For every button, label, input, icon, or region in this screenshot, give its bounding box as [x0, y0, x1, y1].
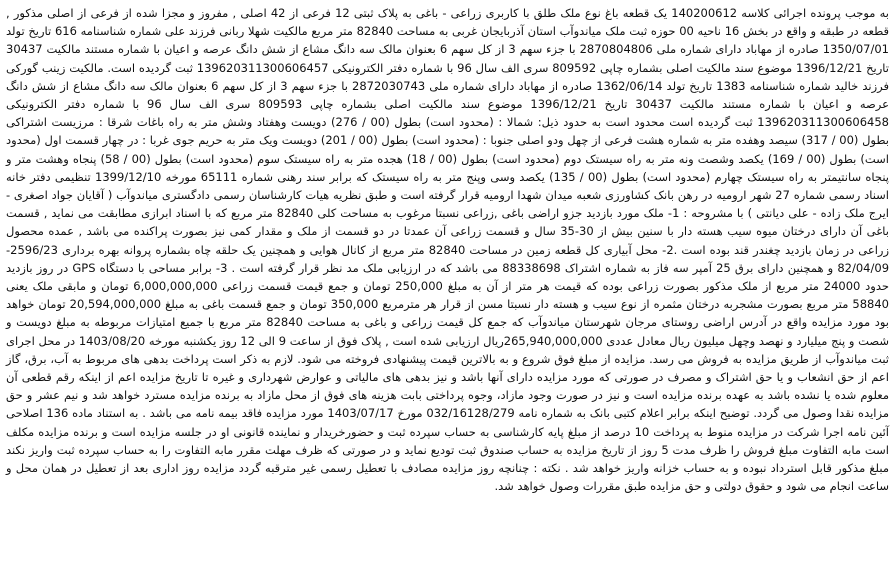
- auction-notice-body: به موجب پرونده اجرائی کلاسه 140200612 یک قطعه باغ نوع ملک طلق با کاربری زراعی - باغی به پلاک ثبتی 12 فرعی از 42 اصلی , مفروز و مجزا شده از فرعی از اصلی مذکور , قطعه در طبقه و واقع در بخش 16 ناحیه 00 حوزه ثبت ملک میاندوآب استان آذربایجان غربی به مساحت 82840 متر مربع مالکیت شهلا ربانی فرزند علی شماره شناسنامه 616 تاریخ تولد 1350/07/01 صادره از مهاباد دارای شماره ملی 2870804806 با جزء سهم 3 از کل سهم 6 بعنوان مالک سه دانگ مشاع از شش دانگ عرصه و اعیان با شماره مستند مالکیت 30437 تاریخ 1396/12/21 موضوع سند مالکیت اصلی بشماره چاپی 809592 سری الف سال 96 با شماره دفتر الکترونیکی 139620311300606457 ثبت گردیده است. مالکیت زینب گورکی فرزند خالید شماره شناسنامه 1383 تاریخ تولد 1362/06/14 صادره از مهاباد دارای شماره ملی 2872030743 با جزء سهم 3 از کل سهم 6 بعنوان مالک سه دانگ مشاع از شش دانگ عرصه و اعیان با شماره مستند مالکیت 30437 تاریخ 1396/12/21 موضوع سند مالکیت اصلی بشماره چاپی 809593 سری الف سال 96 با شماره دفتر الکترونیکی 139620311300606458 ثبت گردیده است محدود است به حدود ذیل: شمالا : (محدود است) بطول (00 / 276) دویست وهفتاد وشش متر به راه باغات شرقا : مرزیست اشتراکی بطول (00 / 317) سیصد وهفده متر به شماره هشت فرعی از چهل ودو اصلی جنوبا : (محدود است) بطول (00 / 201) دویست ویک متر به حریم جوی غربا : در چهار قسمت اول (محدود است) بطول (00 / 169) یکصد وشصت ونه متر به راه سیستک دوم (محدود است) بطول (00 / 18) هجده متر به راه سیستک سوم (محدود است) بطول (00 / 58) پنجاه وهشت متر و پنجاه سانتیمتر به راه سیستک چهارم (محدود است) بطول (00 / 135) یکصد وسی وپنج متر به راه سیستک که برابر سند رهنی شماره 65111 مورخه 1399/12/10 تنظیمی دفتر خانه اسناد رسمی شماره 27 شهر ارومیه در رهن بانک کشاورزی شعبه میدان شهدا ارومیه قرار گرفته است و طبق نظریه هیات کارشناسان رسمی دادگستری میاندوآب ( آقایان جواد اصغری - ایرج ملک زاده - علی دیانتی ) با مشروحه : 1- ملک مورد بازدید جزو اراضی باغی ,زراعی نسبتا مرغوب به مساحت کلی 82840 متر مربع که با اسناد ابرازی مطابقت می نماید , قسمت باغی آن دارای درختان میوه سیب هسته دار با سنین بیش از 30-35 سال و قسمت زراعی آن عمدتا در دو قسمت از ملک و مقدار کمی نیز بصورت پراکنده می باشد , عمده محصول زراعی در زمان بازدید چغندر قند بوده است .2- محل آبیاری کل قطعه زمین در مساحت 82840 متر مربع از کانال هوایی و همچنین یک حلقه چاه بشماره پروانه بهره برداری 2596/23-82/04/09 و همچنین دارای برق 25 آمپر سه فاز به شماره اشتراک 88338698 می باشد که در ارزیابی ملک مد نظر قرار گرفته است . 3- برابر مساحی با دستگاه GPS در روز بازدید حدود 24000 متر مربع از ملک مذکور بصورت زراعی بوده که قیمت هر متر از آن به مبلغ 250,000 تومان و جمع قیمت قسمت زراعی 6,000,000,000 تومان و مابقی ملک یعنی 58840 متر مربع بصورت مشجربه درختان مثمره از نوع سیب و هسته دار نسبتا مسن از قرار هر مترمربع 350,000 تومان و جمع قسمت باغی به مبلغ 20,594,000,000 تومان خواهد بود مورد مزایده واقع در آدرس اراضی روستای مرجان شهرستان میاندوآب که جمع کل قیمت زراعی و باغی به مساحت 82840 متر مربع با جمیع امتیازات مربوطه به مبلغ دویست و شصت و پنج میلیارد و نهصد وچهل میلیون ریال معادل عددی 265,940,000,000ریال ارزیابی شده است , پلاک فوق از ساعت 9 الی 12 روز یکشنبه مورخه 1403/08/20 در محل اجرای ثبت میاندوآب از طریق مزایده به فروش می رسد. مزایده از مبلغ فوق شروع و به بالاترین قیمت پیشنهادی فروخته می شود. لازم به ذکر است پرداخت بدهی های مربوط به آب، برق، گاز اعم از حق انشعاب و یا حق اشتراک و مصرف در صورتی که مورد مزایده دارای آنها باشد و نیز بدهی های مالیاتی و عوارض شهرداری و غیره تا تاریخ مزایده اعم از اینکه رقم قطعی آن معلوم شده یا نشده باشد به عهده برنده مزایده است و نیز در صورت وجود مازاد، وجوه پرداختی بابت هزینه های فوق از محل مازاد به برنده مزایده مسترد خواهد شد و نیم عشر و حق مزایده نقدا وصول می گردد. توضیح اینکه برابر اعلام کتبی بانک به شماره نامه 032/16128/279 مورخ 1403/07/17 مورد مزایده فاقد بیمه نامه می باشد . به استناد ماده 136 اصلاحی آئین نامه اجرا شرکت در مزایده منوط به پرداخت 10 درصد از مبلغ پایه کارشناسی به حساب سپرده ثبت و حضورخریدار و نماینده قانونی او در جلسه مزایده است و برنده مزایده مکلف است مابه التفاوت مبلغ فروش را ظرف مدت 5 روز از تاریخ مزایده به حساب صندوق ثبت تودیع نماید و در صورتی که ظرف مهلت مقرر مابه التفاوت را به حساب سپرده ثبت واریز نکند مبلغ مذکور قابل استرداد نبوده و به حساب خزانه واریز خواهد شد . نکته : چنانچه روز مزایده مصادف با تعطیل رسمی غیر مترقبه گردد مزایده روز اداری بعد از تعطیل در همان محل و ساعت انجام می شود و حقوق دولتی و حق مزایده طبق مقررات وصول خواهد شد.: [6, 6, 890, 494]
